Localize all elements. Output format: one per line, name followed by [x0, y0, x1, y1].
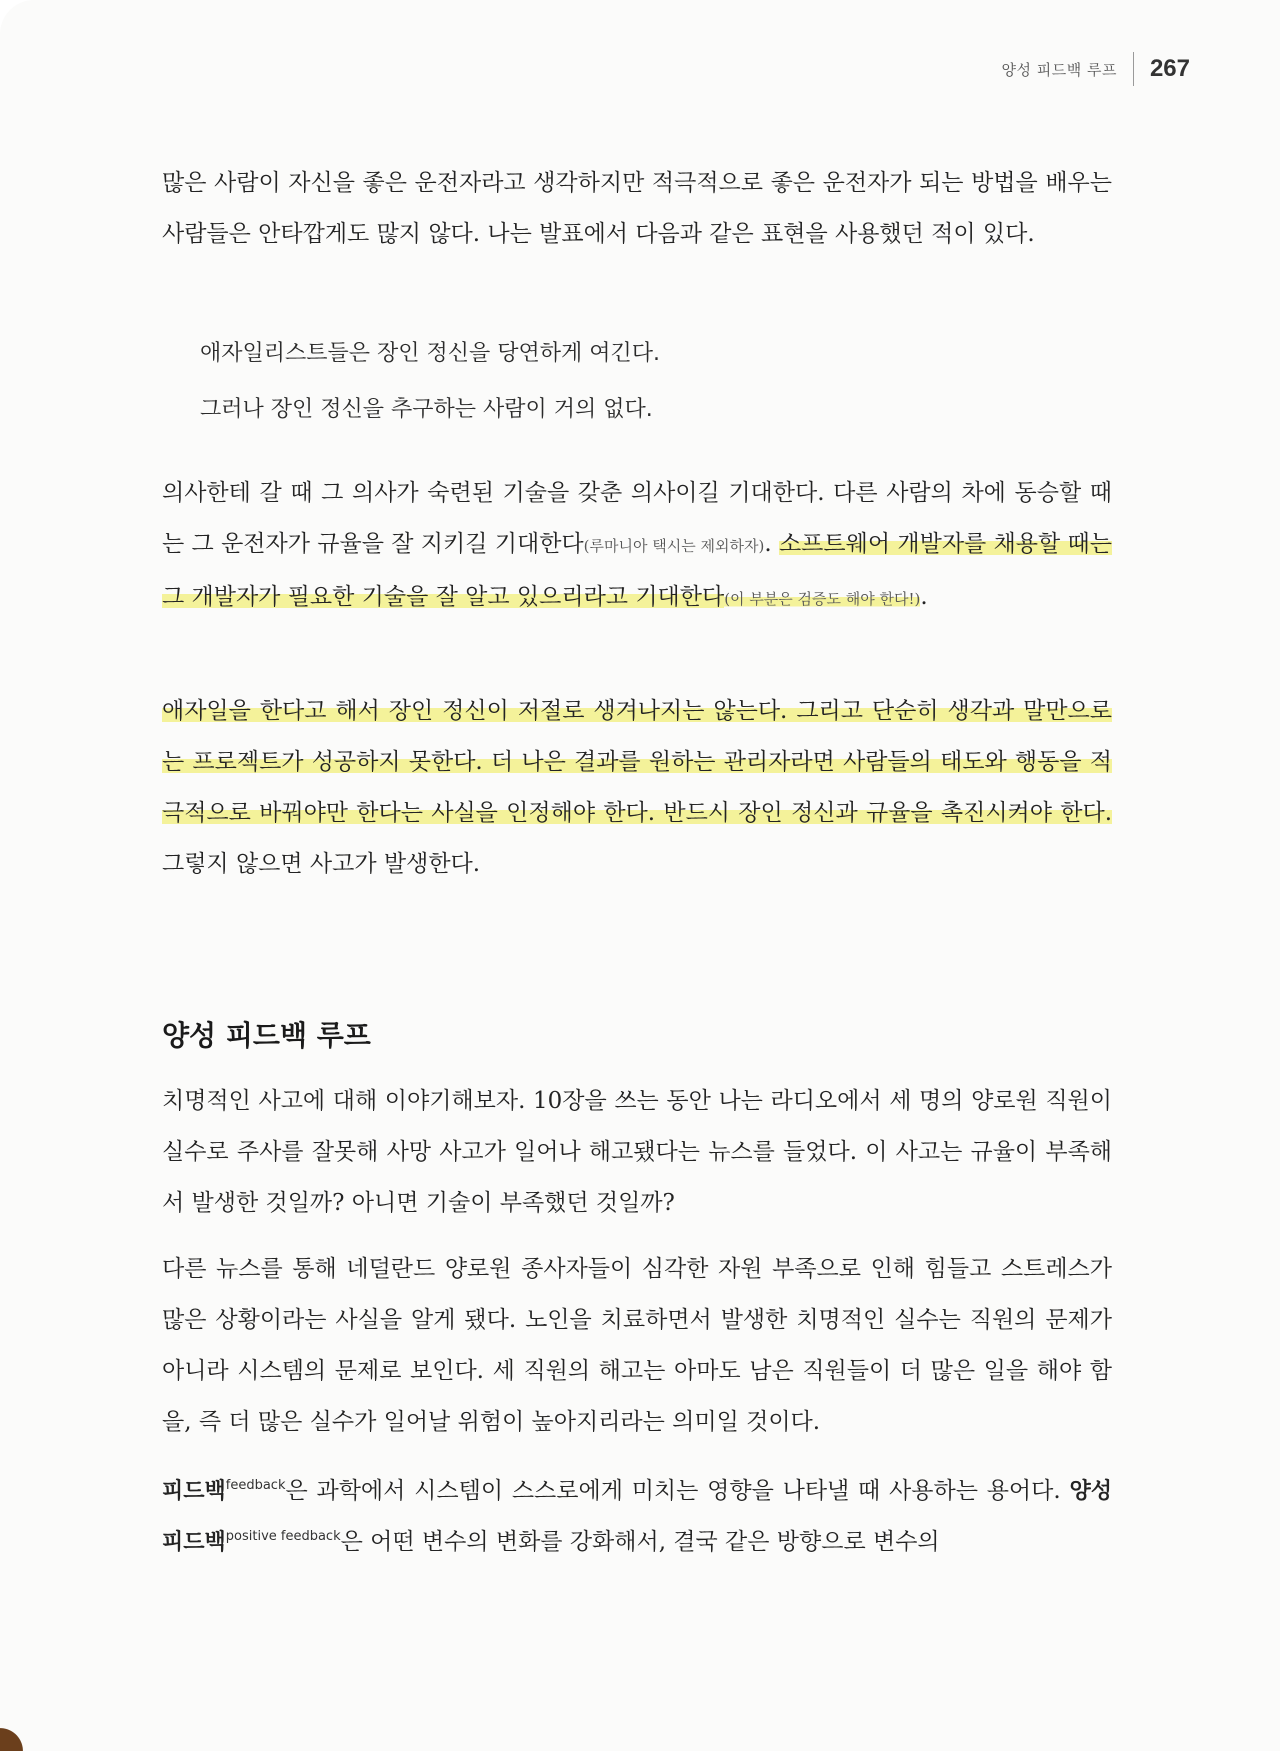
desk-corner	[0, 1711, 40, 1751]
paragraph-2-part-3: .	[920, 584, 928, 610]
term-positive-feedback-english: positive feedback	[225, 1529, 341, 1544]
paragraph-5-text: 다른 뉴스를 통해 네덜란드 양로원 종사자들이 심각한 자원 부족으로 인해 힘들고 스트레스가 많은 상황이라는 사실을 알게 됐다. 노인을 치료하면서 발생한 치명적인 실수는 직원의 문제가 아니라 시스템의 문제로 보인다. 세 직원의 해고는 아마도 남은 직원들이 더 많은 일을 해야 함을, 즉 더 많은 실수가 일어날 위험이 높아지리라는 의미일 것이다.	[162, 1256, 1112, 1435]
quote-line-1: 애자일리스트들은 장인 정신을 당연하게 여긴다.	[200, 341, 661, 366]
paragraph-2-highlight: 소프트웨어 개발자를 채용할 때는 그 개발자가 필요한 기술을 잘 알고 있으리라고 기대한다	[162, 531, 1112, 610]
paragraph-3-highlight: 애자일을 한다고 해서 장인 정신이 저절로 생겨나지는 않는다. 그리고 단순히 생각과 말만으로는 프로젝트가 성공하지 못한다. 더 나은 결과를 원하는 관리자라면 사람들의 태도와 행동을 적극적으로 바꿔야만 한다는 사실을 인정해야 한다. 반드시 장인 정신과 규율을 촉진시켜야 한다.	[162, 698, 1112, 826]
running-head-divider	[1133, 52, 1134, 86]
paragraph-2-part-1: 의사한테 갈 때 그 의사가 숙련된 기술을 갖춘 의사이길 기대한다. 다른 사람의 차에 동승할 때는 그 운전자가 규율을 잘 지키길 기대한다	[162, 480, 1112, 557]
term-positive-feedback: 양성 피드백	[162, 1479, 1112, 1555]
paragraph-2-aside-1: (루마니아 택시는 제외하자)	[583, 537, 765, 555]
quote-line-2: 그러나 장인 정신을 추구하는 사람이 거의 없다.	[200, 397, 653, 422]
paragraph-4-text: 치명적인 사고에 대해 이야기해보자. 10장을 쓰는 동안 나는 라디오에서 세 명의 양로원 직원이 실수로 주사를 잘못해 사망 사고가 일어나 해고됐다는 뉴스를 들었다. 이 사고는 규율이 부족해서 발생한 것일까? 아니면 기술이 부족했던 것일까?	[162, 1088, 1112, 1216]
running-head	[1001, 52, 1190, 86]
paragraph-2-part-2: .	[764, 531, 779, 557]
paragraph-6	[162, 1466, 1112, 1568]
term-feedback: 피드백	[162, 1479, 226, 1504]
paragraph-3-rest: 그렇지 않으면 사고가 발생한다.	[162, 851, 481, 877]
paragraph-2	[162, 468, 1112, 625]
paragraph-2-aside-2: (이 부분은 검증도 해야 한다!)	[724, 590, 921, 608]
paragraph-1	[162, 158, 1112, 260]
term-feedback-english: feedback	[225, 1478, 286, 1493]
paragraph-1-text: 많은 사람이 자신을 좋은 운전자라고 생각하지만 적극적으로 좋은 운전자가 되는 방법을 배우는 사람들은 안타깝게도 많지 않다. 나는 발표에서 다음과 같은 표현을 사용했던 적이 있다.	[162, 170, 1112, 247]
paragraph-5	[162, 1244, 1112, 1448]
paragraph-3-text	[162, 686, 1112, 890]
paragraph-2-text	[162, 468, 1112, 625]
page-number: 267	[1149, 55, 1190, 82]
quote-block	[200, 326, 1100, 438]
paragraph-3	[162, 686, 1112, 890]
paragraph-6-text	[162, 1466, 1112, 1568]
paragraph-6-text-2: 은 어떤 변수의 변화를 강화해서, 결국 같은 방향으로 변수의	[340, 1529, 940, 1555]
section-heading: 양성 피드백 루프	[162, 1019, 371, 1052]
paragraph-6-text-1: 은 과학에서 시스템이 스스로에게 미치는 영향을 나타낼 때 사용하는 용어다.	[285, 1478, 1070, 1504]
running-head-title: 양성 피드백 루프	[1001, 60, 1117, 79]
paragraph-4	[162, 1076, 1112, 1229]
